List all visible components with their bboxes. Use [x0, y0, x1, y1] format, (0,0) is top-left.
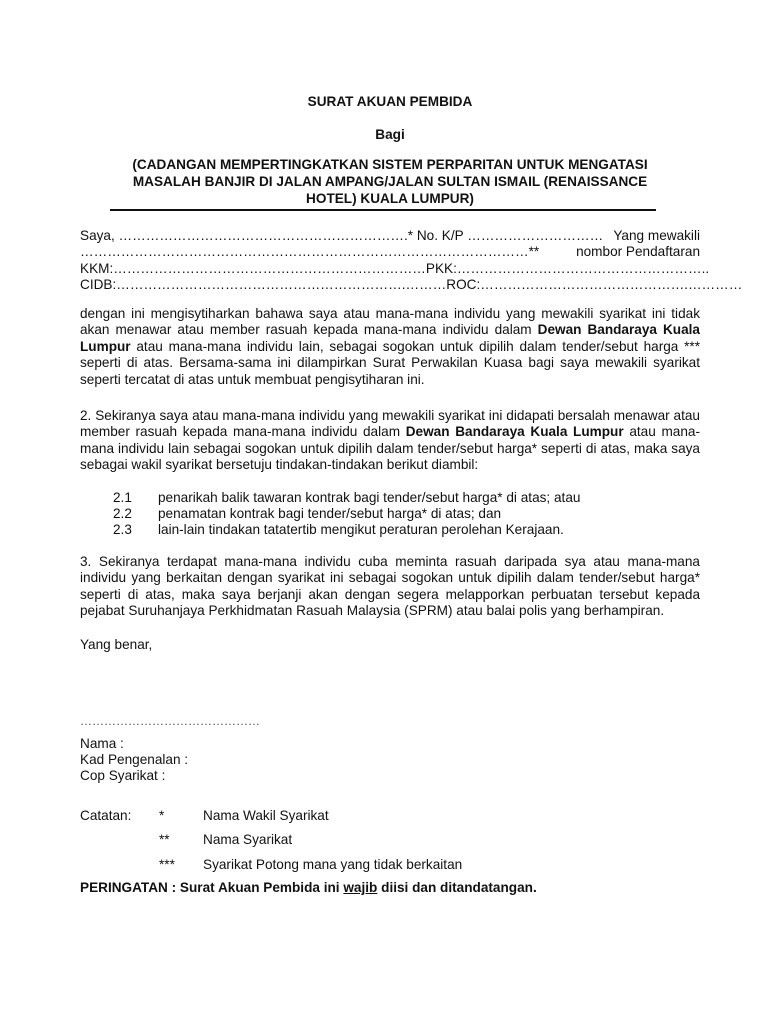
- dbkl-name: Dewan Bandaraya Kuala Lumpur: [80, 322, 700, 354]
- note-text-2: Nama Syarikat: [203, 832, 293, 847]
- document-title: SURAT AKUAN PEMBIDA: [307, 94, 473, 109]
- project-title-line-2: MASALAH BANJIR DI JALAN AMPANG/JALAN SULTAN ISMAIL (RENAISSANCE: [132, 174, 648, 189]
- declarant-line-3: KKM:……………………………………………………………PKK:…………………………………………… …..: [80, 260, 710, 276]
- dbkl-name: Dewan Bandaraya Kuala Lumpur: [405, 424, 624, 440]
- action-item-2-1: 2.1 penarikah balik tawaran kontrak bagi tender/sebut harga* di atas; atau: [113, 490, 581, 505]
- name-field-label: Nama :: [80, 736, 124, 751]
- wajib-emphasis: wajib: [343, 880, 378, 895]
- action-item-2-2: 2.2 penamatan kontrak bagi tender/sebut harga* di atas; dan: [113, 506, 502, 521]
- declarant-block: [80, 228, 743, 294]
- closing-salutation: Yang benar,: [80, 637, 153, 652]
- signature-line: ………………………………………: [80, 714, 260, 728]
- note-mark-1: *: [159, 808, 165, 823]
- ic-field-label: Kad Pengenalan :: [80, 752, 189, 767]
- project-title-line-3: HOTEL) KUALA LUMPUR): [306, 191, 474, 206]
- company-stamp-label: Cop Syarikat :: [80, 768, 166, 783]
- declarant-line-1: Saya, ……………………………………………………….* No. K/P ………………………… Yang mewakili: [80, 228, 700, 243]
- declaration-paragraph-3: 3. Sekiranya terdapat mana-mana individu cuba meminta rasuah daripada sya atau mana-mana individu yang berkaitan dengan syarikat ini sebagai sogokan untuk dipilih dalam tender/sebut harga* seperti di atas, maka saya berjanji akan dengan segera melapporkan perbuatan tersebut kepada pejabat Suruhanjaya Perkhidmatan Rasuah Malaysia (SPRM) atau balai polis yang berhampiran.: [80, 554, 700, 619]
- declarant-line-4: CIDB:……………………………………………………….………ROC:……………………………………….……… …: [80, 277, 743, 293]
- declarant-line-2: ………………………………………………………………………………………** nombor Pendaftaran: [80, 244, 700, 260]
- bagi-label: Bagi: [375, 127, 405, 142]
- action-item-2-3: 2.3 lain-lain tindakan tatatertib mengikut peraturan perolehan Kerajaan.: [113, 522, 564, 537]
- note-text-3: Syarikat Potong mana yang tidak berkaitan: [203, 857, 463, 872]
- declaration-paragraph-1: dengan ini mengisytiharkan bahawa saya atau mana-mana individu yang mewakili syarikat ini tidak akan menawar atau member rasuah kepada mana-mana individu dalam Dewan Bandaraya Kuala Lumpur atau mana-mana individu lain, sebagai sogokan untuk dipilih dalam tender/sebut harga *** seperti di atas. Bersama-sama ini dilampirkan Surat Perwakilan Kuasa bagi saya mewakili syarikat seperti tercatat di atas untuk membuat pengisytiharan ini.: [80, 306, 700, 387]
- note-text-1: Nama Wakil Syarikat: [203, 808, 329, 823]
- warning-notice: PERINGATAN : Surat Akuan Pembida ini wajib diisi dan ditandatangan.: [80, 880, 537, 895]
- project-title-line-1: (CADANGAN MEMPERTINGKATKAN SISTEM PERPARITAN UNTUK MENGATASI: [132, 157, 648, 172]
- notes-label: Catatan:: [80, 808, 132, 823]
- title-underline: [110, 209, 656, 211]
- note-mark-3: ***: [159, 857, 175, 872]
- declaration-paragraph-2: 2. Sekiranya saya atau mana-mana individu yang mewakili syarikat ini didapati bersalah menawar atau member rasuah kepada mana-mana individu dalam Dewan Bandaraya Kuala Lumpur atau mana-mana individu lain sebagai sogokan untuk dipilih dalam tender/sebut harga* seperti di atas, maka saya sebagai wakil syarikat bersetuju tindakan-tindakan berikut diambil:: [80, 408, 700, 473]
- note-mark-2: **: [159, 832, 170, 847]
